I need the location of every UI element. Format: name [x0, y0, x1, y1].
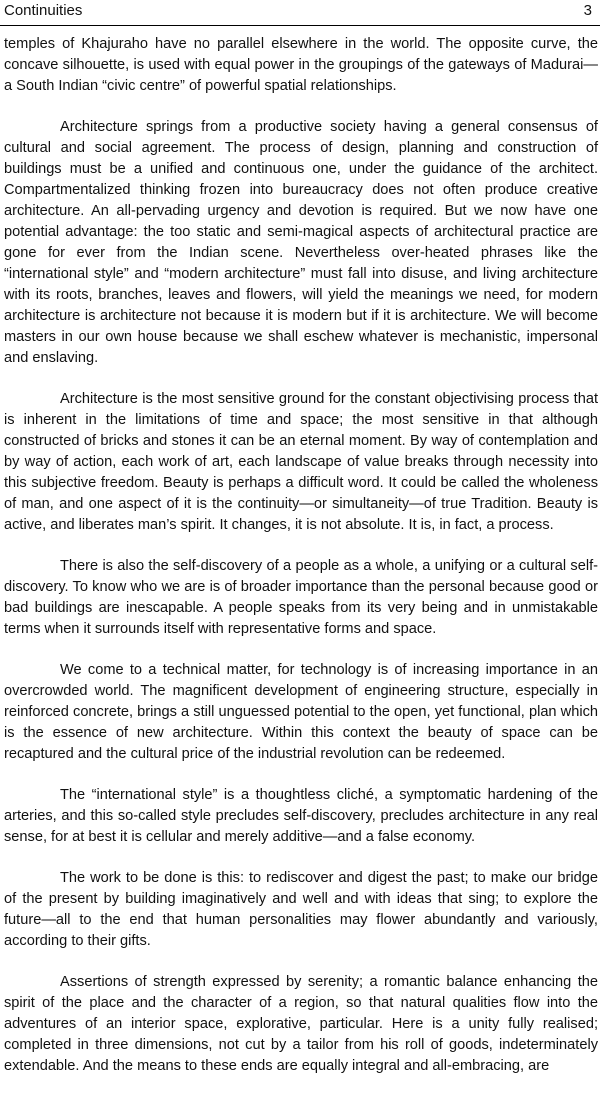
- chapter-title: Continuities: [4, 2, 83, 19]
- paragraph: We come to a technical matter, for technology is of increasing importance in an overcrowded world. The magnificent development of engineering structure, especially in reinforced concrete, brings a still unguessed potential to the open, yet functional, plan which is the essence of new architecture. Within this context the beauty of space can be recaptured and the cultural price of the industrial revolution can be redeemed.: [4, 662, 598, 762]
- page-body: [0, 34, 600, 1097]
- paragraph: Assertions of strength expressed by serenity; a romantic balance enhancing the spirit of the place and the character of a region, so that natural qualities flow into the adventures of an interior space, explorative, particular. Here is a unity fully realised; completed in three dimensions, not cut by a tailor from his roll of goods, indeterminately extendable. And the means to these ends are equally integral and all-embracing, are: [4, 974, 598, 1074]
- paragraph: The “international style” is a thoughtless cliché, a symptomatic hardening of the arteries, and this so-called style precludes self-discovery, precludes architecture in any real sense, for at best it is cellular and merely additive—and a false economy.: [4, 787, 598, 845]
- paragraph: Architecture springs from a productive society having a general consensus of cultural and social agreement. The process of design, planning and construction of buildings must be a unified and continuous one, under the guidance of the architect. Compartmentalized thinking frozen into bureaucracy does not often produce creative architecture. An all-pervading urgency and devotion is required. But we now have one potential advantage: the too static and semi-magical aspects of architectural practice are gone for ever from the Indian scene. Nevertheless over-heated phrases like the “international style” and “modern architecture” must fall into disuse, and living architecture with its roots, branches, leaves and flowers, will yield the meanings we need, for modern architecture is architecture not because it is modern but if it is architecture. We will become masters in our own house because we shall eschew whatever is mechanistic, impersonal and enslaving.: [4, 119, 598, 366]
- paragraph: The work to be done is this: to rediscover and digest the past; to make our bridge of the present by building imaginatively and well and with ideas that sing; to explore the future—all to the end that human personalities may flower abundantly and variously, according to their gifts.: [4, 870, 598, 949]
- paragraph: There is also the self-discovery of a people as a whole, a unifying or a cultural self-discovery. To know who we are is of broader importance than the personal because good or bad buildings are inescapable. A people speaks from its very being and in unmistakable terms when it surrounds itself with representative forms and space.: [4, 558, 598, 637]
- paragraph-continued: temples of Khajuraho have no parallel elsewhere in the world. The opposite curve, the concave silhouette, is used with equal power in the groupings of the gateways of Madurai—a South Indian “civic centre” of powerful spatial relationships.: [4, 36, 598, 94]
- running-header: [0, 0, 600, 26]
- paragraph: Architecture is the most sensitive ground for the constant objectivising process that is inherent in the limitations of time and space; the most sensitive in that although constructed of bricks and stones it can be an eternal moment. By way of contemplation and by way of action, each work of art, each landscape of value breaks through necessity into this subjective freedom. Beauty is perhaps a difficult word. It could be called the wholeness of man, and one aspect of it is the continuity—or simultaneity—of true Tradition. Beauty is active, and liberates man’s spirit. It changes, it is not absolute. It is, in fact, a process.: [4, 391, 598, 533]
- page-number: 3: [583, 2, 592, 19]
